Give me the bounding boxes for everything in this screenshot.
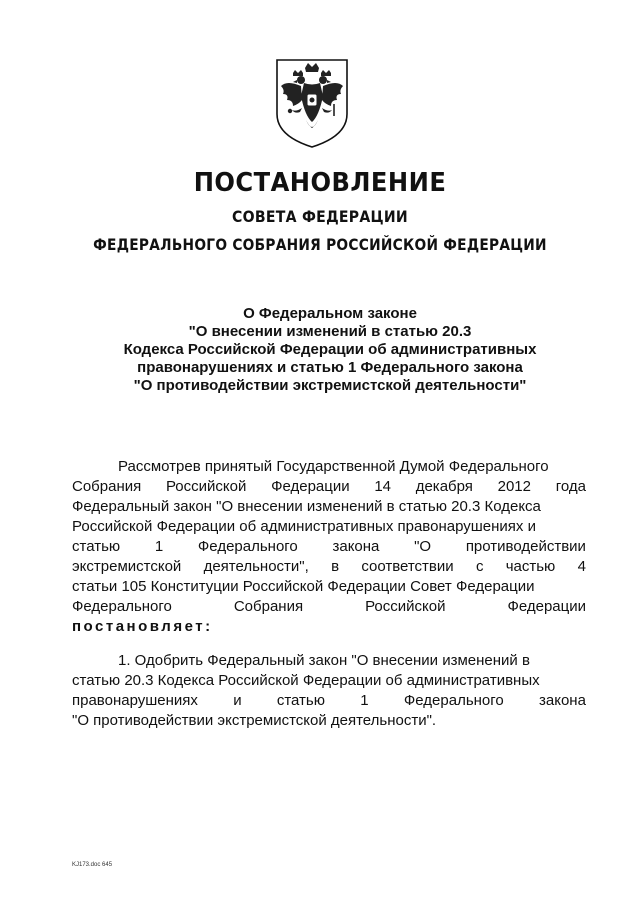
word: в (331, 558, 340, 575)
word: статью (72, 538, 121, 555)
issuer-subtitle: СОВЕТА ФЕДЕРАЦИИ (232, 207, 408, 226)
word: 1. Одобрить Федеральный закон "О внесении изменений в (118, 652, 530, 669)
word: Рассмотрев принятый Государственной Думой Федерального (118, 458, 549, 475)
paragraph-line (72, 557, 586, 577)
word: 1 (360, 692, 369, 709)
heading-line: Кодекса Российской Федерации об административных (123, 341, 537, 358)
word: Федеральный закон "О внесении изменений в статью 20.3 Кодекса (72, 498, 541, 515)
heading-line: правонарушениях и статью 1 Федерального закона (137, 359, 523, 376)
heading-line: "О противодействии экстремистской деятельности" (133, 377, 527, 394)
word: Федерального (72, 598, 172, 615)
paragraph-line (72, 537, 586, 557)
paragraph-line (72, 517, 586, 537)
word: закона (332, 538, 380, 555)
issuer-subtitle-2: ФЕДЕРАЛЬНОГО СОБРАНИЯ РОССИЙСКОЙ ФЕДЕРАЦИИ (93, 235, 547, 254)
word: Федерального (197, 538, 298, 555)
word: соответствии (361, 558, 454, 575)
body-paragraph-2 (72, 651, 586, 731)
paragraph-line (72, 671, 586, 691)
paragraph-line (72, 651, 586, 671)
word: "О противодействии экстремистской деятельности". (72, 712, 437, 729)
paragraph-line (72, 477, 586, 497)
word: постановляет: (72, 618, 213, 635)
paragraph-line (72, 597, 586, 617)
word: с (475, 558, 484, 575)
word: частью (505, 558, 556, 575)
word: 2012 (497, 478, 531, 495)
word: 4 (577, 558, 586, 575)
word: Собрания (233, 598, 304, 615)
word: деятельности", (203, 558, 309, 575)
word: 14 (374, 478, 391, 495)
resolution-heading (60, 305, 600, 395)
word: правонарушениях (72, 692, 198, 709)
word: Собрания (72, 478, 142, 495)
coat-of-arms-icon (271, 56, 353, 150)
word: закона (539, 692, 586, 709)
body-paragraph-1 (72, 457, 586, 637)
word: Федерального (403, 692, 504, 709)
document-code: KJ173.doc 645 (72, 862, 113, 868)
word: "О (414, 538, 432, 555)
heading-line: О Федеральном законе (243, 305, 417, 322)
word: Федерации (507, 598, 586, 615)
word: декабря (415, 478, 473, 495)
paragraph-line (72, 497, 586, 517)
word: статьи 105 Конституции Российской Федерации Совет Федерации (72, 578, 535, 595)
paragraph-line (72, 617, 586, 637)
word: года (555, 478, 586, 495)
word: статью (276, 692, 325, 709)
word: противодействии (465, 538, 586, 555)
word: Российской (365, 598, 446, 615)
word: Российской Федерации об административных правонарушениях и (72, 518, 536, 535)
paragraph-line (72, 691, 586, 711)
word: Федерации (271, 478, 350, 495)
heading-line: "О внесении изменений в статью 20.3 (188, 323, 472, 340)
paragraph-line (72, 577, 586, 597)
word: статью 20.3 Кодекса Российской Федерации об административных (72, 672, 540, 689)
word: экстремистской (72, 558, 182, 575)
word: и (233, 692, 242, 709)
paragraph-line (72, 711, 586, 731)
document-title: ПОСТАНОВЛЕНИЕ (193, 168, 447, 198)
paragraph-line (72, 457, 586, 477)
word: Российской (165, 478, 247, 495)
word: 1 (154, 538, 164, 555)
